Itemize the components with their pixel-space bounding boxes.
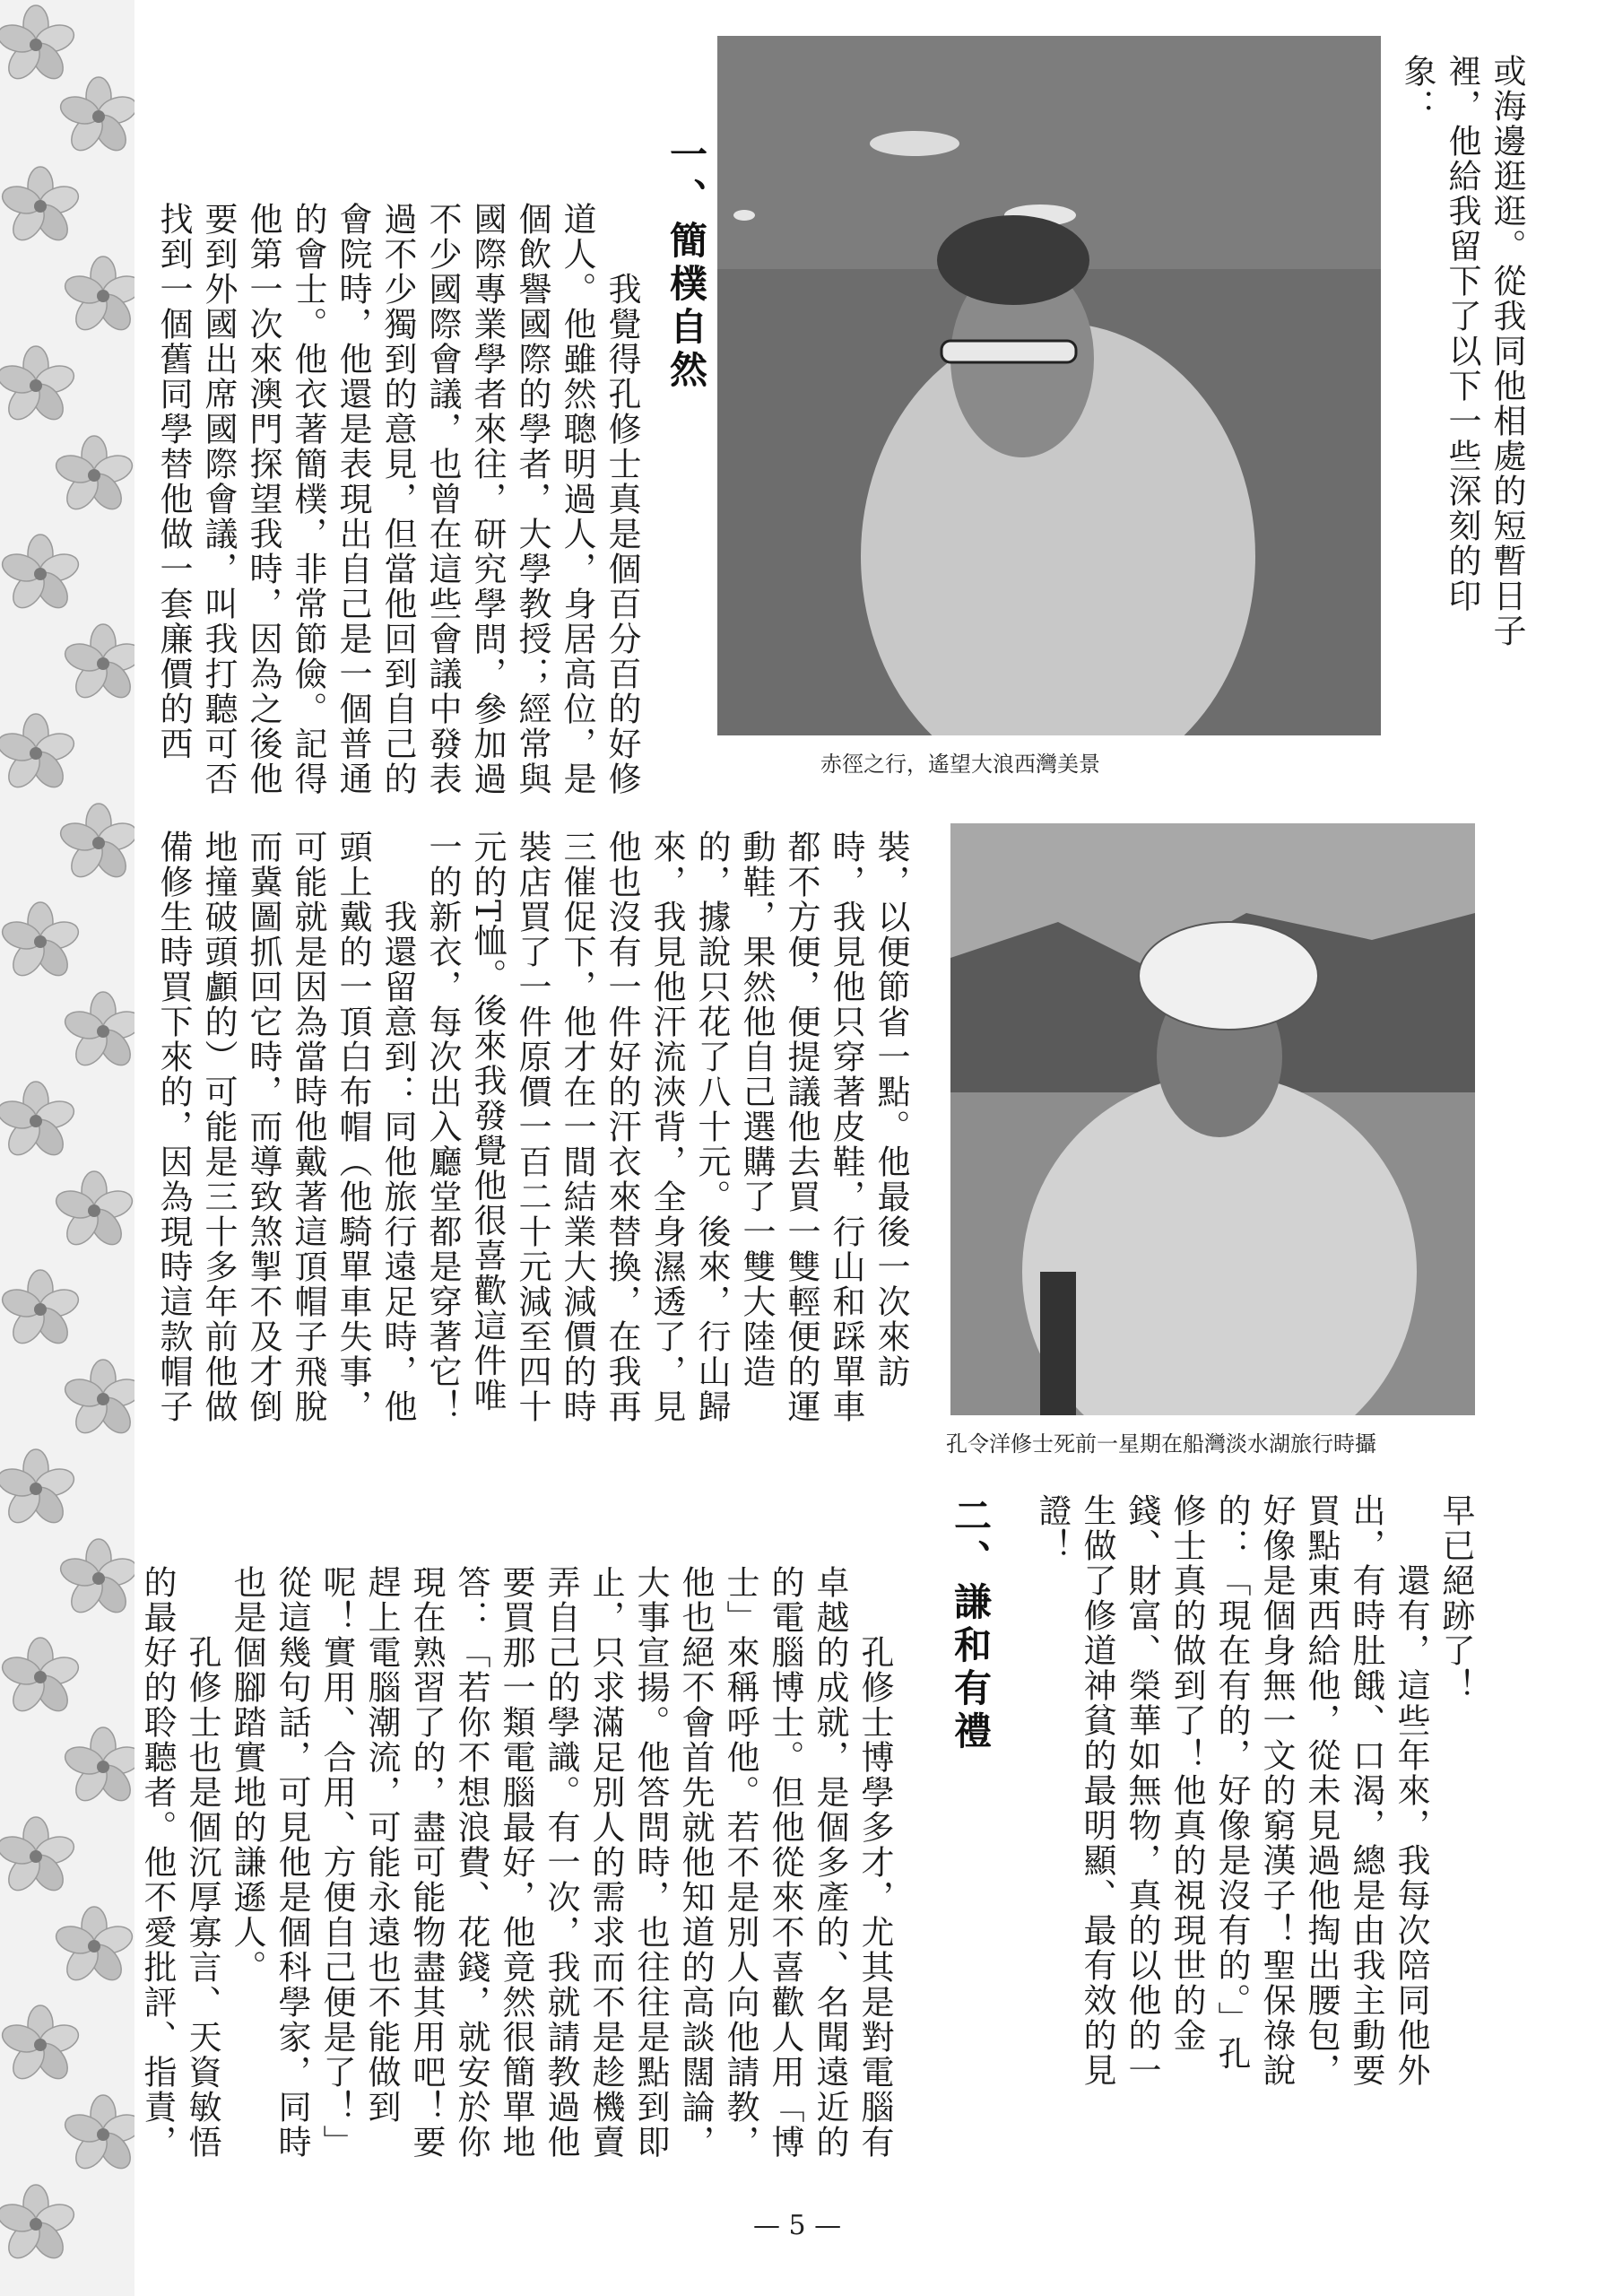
section1-para-top: 我覺得孔修士真是個百分百的好修 道人。他雖然聰明過人，身居高位，是 個飲譽國際的學者，大學教授；經常與 國際專業學者來往，研究學問，參加過 不少國際會議，也曾在這些會議中發表 過不少獨到的意見，但當他回到自己的 會院時，他還是表現出自己是一個普通 的會士。他衣著簡樸，非常節儉。記得 他第一次來澳門探望我時，因為之後他 要到外國出席國際會議，叫我打聽可否 找到一個舊同學替他做一套廉價的西 <box>154 202 641 796</box>
section1-para-mid: 裝，以便節省一點。他最後一次來訪 時，我見他只穿著皮鞋，行山和踩單車 都不方便，便提議他去買一雙輕便的運 動鞋，果然他自己選購了一雙大陸造 的，據說只花了八十元。後來，行山歸 來，我見他汗流浹背，全身濕透了，見 他也沒有一件好的汗衣來替換，在我再 三催促下，他才在一間結業大減價的時 裝店買了一件原價一百二十元減至四十 元的T恤。後來我發覺他很喜歡這件唯 一的新衣，每次出入廳堂都是穿著它！ 我還留意到：同他旅行遠足時，他 頭上戴的一頂白布帽（他騎單車失事， 可能就是因為當時他戴著這頂帽子飛脫 而冀圖抓回它時，而導致煞掣不及才倒 地撞破頭顱的）可能是三十多年前他做 備修生時買下來的，因為現時這款帽子 <box>154 830 910 1424</box>
flower-pattern-icon <box>0 0 134 2296</box>
section1-para-bottom: 早已絕跡了！ 還有，這些年來，我每次陪同他外 出，有時肚餓、口渴，總是由我主動要 買點東西給他，從未見過他掏出腰包， 好像是個身無一文的窮漢子！聖保祿說 的：「現在有的，好像是沒有的。」孔 修士真的做到了！他真的視現世的金 錢、財富、榮華如無物，真的以他的一 生做了修道神貧的最明顯、最有效的見 證！ <box>1033 1493 1475 2088</box>
page-number: — 5 — <box>753 2210 842 2241</box>
photo-seaside-caption: 赤徑之行，遙望大浪西灣美景 <box>820 752 1100 777</box>
intro-text: 或海邊逛逛。從我同他相處的短暫日子 裡，他給我留下了以下一些深刻的印 象： <box>1398 54 1526 648</box>
photo-lake-caption: 孔令洋修士死前一星期在船灣淡水湖旅行時攝 <box>946 1431 1376 1457</box>
photo-seaside <box>717 36 1381 735</box>
section1-heading: 一、簡樸自然 <box>664 135 708 393</box>
photo-lake <box>950 823 1475 1415</box>
floral-border <box>0 0 134 2296</box>
section2-para: 孔修士博學多才，尤其是對電腦有 卓越的成就，是個多產的、名聞遠近的 的電腦博士。但他從來不喜歡人用「博 士」來稱呼他。若不是別人向他請教， 他也絕不會首先就他知道的高談闊論， 大事宣揚。他答問時，也往往是點到即 止，只求滿足別人的需求而不是趁機賣 弄自己的學識。有一次，我就請教過他 要買那一類電腦最好，他竟然很簡單地 答：「若你不想浪費、花錢，就安於你 現在熟習了的，盡可能物盡其用吧！要 趕上電腦潮流，可能永遠也不能做到 呢！實用、合用、方便自己便是了！」 從這幾句話，可見他是個科學家，同時 也是個腳踏實地的謙遜人。 孔修士也是個沉厚寡言、天資敏悟 的最好的聆聽者。他不愛批評、指責， <box>138 1565 894 2160</box>
section2-heading: 二、謙和有禮 <box>949 1496 993 1754</box>
